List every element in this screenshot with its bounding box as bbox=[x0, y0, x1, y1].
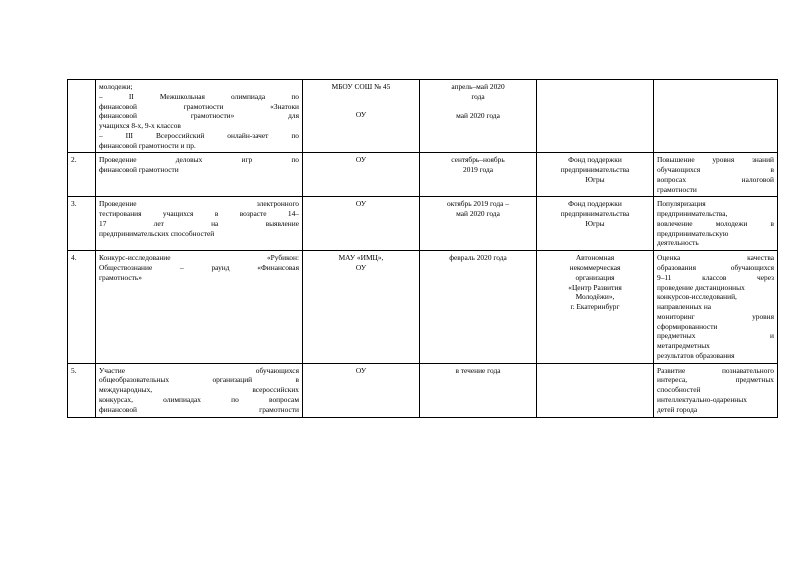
spacer bbox=[423, 102, 533, 111]
event-line: предпринимательских способностей bbox=[99, 228, 215, 238]
date-cell bbox=[420, 197, 537, 251]
date-line: в течение года bbox=[455, 365, 501, 375]
event-cell bbox=[96, 251, 303, 363]
event-line: – III Всероссийский онлайн-зачет по bbox=[99, 130, 299, 140]
spacer bbox=[306, 92, 416, 101]
result-line: грамотности bbox=[657, 184, 697, 194]
result-line: предпринимательскую bbox=[657, 228, 729, 238]
event-line: грамотность» bbox=[99, 272, 142, 282]
result-line: интеллектуально-одаренных bbox=[657, 394, 747, 404]
row-number-cell bbox=[68, 80, 96, 153]
participant-line: г. Екатеринбург bbox=[570, 302, 620, 312]
event-line: 17 лет на выявление bbox=[99, 218, 299, 228]
result-cell bbox=[654, 197, 778, 251]
result-line: предпринимательства, bbox=[657, 209, 728, 219]
row-number-cell: 3. bbox=[68, 197, 96, 251]
activity-plan-table bbox=[67, 79, 778, 418]
organizer-line: ОУ bbox=[355, 199, 367, 209]
result-line: вопросах налоговой bbox=[657, 174, 774, 184]
organizer-cell bbox=[303, 363, 420, 417]
result-line: мониторинг уровня bbox=[657, 311, 774, 321]
event-line: финансовой грамотности и пр. bbox=[99, 140, 196, 150]
result-line: метапредметных bbox=[657, 341, 710, 351]
organizer-cell bbox=[303, 251, 420, 363]
event-cell bbox=[96, 197, 303, 251]
result-cell bbox=[654, 80, 778, 153]
result-cell bbox=[654, 363, 778, 417]
event-line: Проведение деловых игр по bbox=[99, 155, 299, 165]
date-line: 2019 года bbox=[463, 165, 493, 175]
result-cell bbox=[654, 153, 778, 197]
date-cell bbox=[420, 251, 537, 363]
event-cell bbox=[96, 80, 303, 153]
date-cell bbox=[420, 153, 537, 197]
participant-line: «Центр Развития bbox=[568, 282, 622, 292]
event-line: конкурсах, олимпиадах по вопросам bbox=[99, 394, 299, 404]
table-row bbox=[68, 153, 778, 197]
event-line: учащихся 8-х, 9-х классов bbox=[99, 121, 181, 131]
result-line: 9–11 классов через bbox=[657, 272, 774, 282]
participant-line: предпринимательства bbox=[560, 165, 630, 175]
spacer bbox=[306, 101, 416, 110]
participant-line: Фонд поддержки bbox=[568, 155, 622, 165]
result-line: Популяризация bbox=[657, 199, 706, 209]
result-line: деятельность bbox=[657, 238, 699, 248]
result-line: интереса, предметных bbox=[657, 375, 774, 385]
result-line: сформированности bbox=[657, 321, 718, 331]
date-cell bbox=[420, 363, 537, 417]
event-line: финансовой грамотности bbox=[99, 165, 179, 175]
event-line: финансовой грамотности «Знатоки bbox=[99, 101, 299, 111]
organizer-line: ОУ bbox=[355, 365, 367, 375]
row-number-cell: 5. bbox=[68, 363, 96, 417]
organizer-line: МБОУ СОШ № 45 bbox=[331, 82, 391, 91]
result-line: предметных и bbox=[657, 331, 774, 341]
event-line: молодежи; bbox=[99, 82, 133, 91]
organizer-line: ОУ bbox=[355, 109, 367, 119]
result-line: конкурсов-исследований, bbox=[657, 292, 737, 302]
organizer-line: МАУ «ИМЦ», bbox=[338, 253, 384, 263]
participant-line: организация bbox=[575, 272, 615, 282]
date-line: октябрь 2019 года – bbox=[447, 199, 509, 209]
result-line: способностей bbox=[657, 385, 701, 395]
participant-line: предпринимательства bbox=[560, 209, 630, 219]
event-line: Проведение электронного bbox=[99, 199, 299, 209]
participants-cell bbox=[537, 197, 654, 251]
result-line: результатов образования bbox=[657, 350, 735, 360]
event-line: Обществознание – раунд «Финансовая bbox=[99, 263, 299, 273]
date-line: года bbox=[471, 91, 485, 101]
event-line: общеобразовательных организаций в bbox=[99, 375, 299, 385]
event-line: финансовой грамотности» для bbox=[99, 111, 299, 121]
participants-cell bbox=[537, 153, 654, 197]
table-row bbox=[68, 251, 778, 363]
result-line: вовлечение молодежи в bbox=[657, 218, 774, 228]
result-line: образования обучающихся bbox=[657, 263, 774, 273]
date-line: апрель–май 2020 bbox=[451, 82, 505, 91]
row-number-cell: 2. bbox=[68, 153, 96, 197]
organizer-line: ОУ bbox=[355, 155, 367, 165]
participant-line: Молодёжи», bbox=[575, 292, 615, 302]
participant-line: Югры bbox=[585, 218, 605, 228]
date-line: май 2020 года bbox=[456, 110, 500, 120]
organizer-cell bbox=[303, 153, 420, 197]
table-row bbox=[68, 363, 778, 417]
event-cell bbox=[96, 363, 303, 417]
participants-cell bbox=[537, 251, 654, 363]
result-line: Развитие познавательного bbox=[657, 365, 774, 375]
event-line: Конкурс-исследование «Рубикон: bbox=[99, 253, 299, 263]
result-line: детей города bbox=[657, 404, 698, 414]
participant-line: Фонд поддержки bbox=[568, 199, 622, 209]
event-line: – II Межшкольная олимпиада по bbox=[99, 91, 299, 101]
row-number-cell: 4. bbox=[68, 251, 96, 363]
table-row bbox=[68, 80, 778, 153]
event-cell bbox=[96, 153, 303, 197]
organizer-line: ОУ bbox=[355, 263, 367, 273]
participants-cell bbox=[537, 363, 654, 417]
result-line: проведение дистанционных bbox=[657, 282, 745, 292]
result-line: направленных на bbox=[657, 302, 712, 312]
result-cell bbox=[654, 251, 778, 363]
date-line: май 2020 года bbox=[456, 209, 500, 219]
participants-cell bbox=[537, 80, 654, 153]
table-body bbox=[68, 80, 778, 418]
participant-line: некоммерческая bbox=[569, 263, 621, 273]
participant-line: Автономная bbox=[575, 253, 615, 263]
result-line: Повышение уровня знаний bbox=[657, 155, 774, 165]
event-line: тестирования учащихся в возрасте 14– bbox=[99, 209, 299, 219]
organizer-cell bbox=[303, 197, 420, 251]
event-line: международных, всероссийских bbox=[99, 385, 299, 395]
result-line: Оценка качества bbox=[657, 253, 774, 263]
table-row bbox=[68, 197, 778, 251]
date-line: сентябрь–ноябрь bbox=[451, 155, 505, 165]
event-line: Участие обучающихся bbox=[99, 365, 299, 375]
date-line: февраль 2020 года bbox=[449, 253, 507, 263]
date-cell bbox=[420, 80, 537, 153]
result-line: обучающихся в bbox=[657, 165, 774, 175]
participant-line: Югры bbox=[585, 174, 605, 184]
organizer-cell bbox=[303, 80, 420, 153]
event-line: финансовой грамотности bbox=[99, 404, 299, 414]
